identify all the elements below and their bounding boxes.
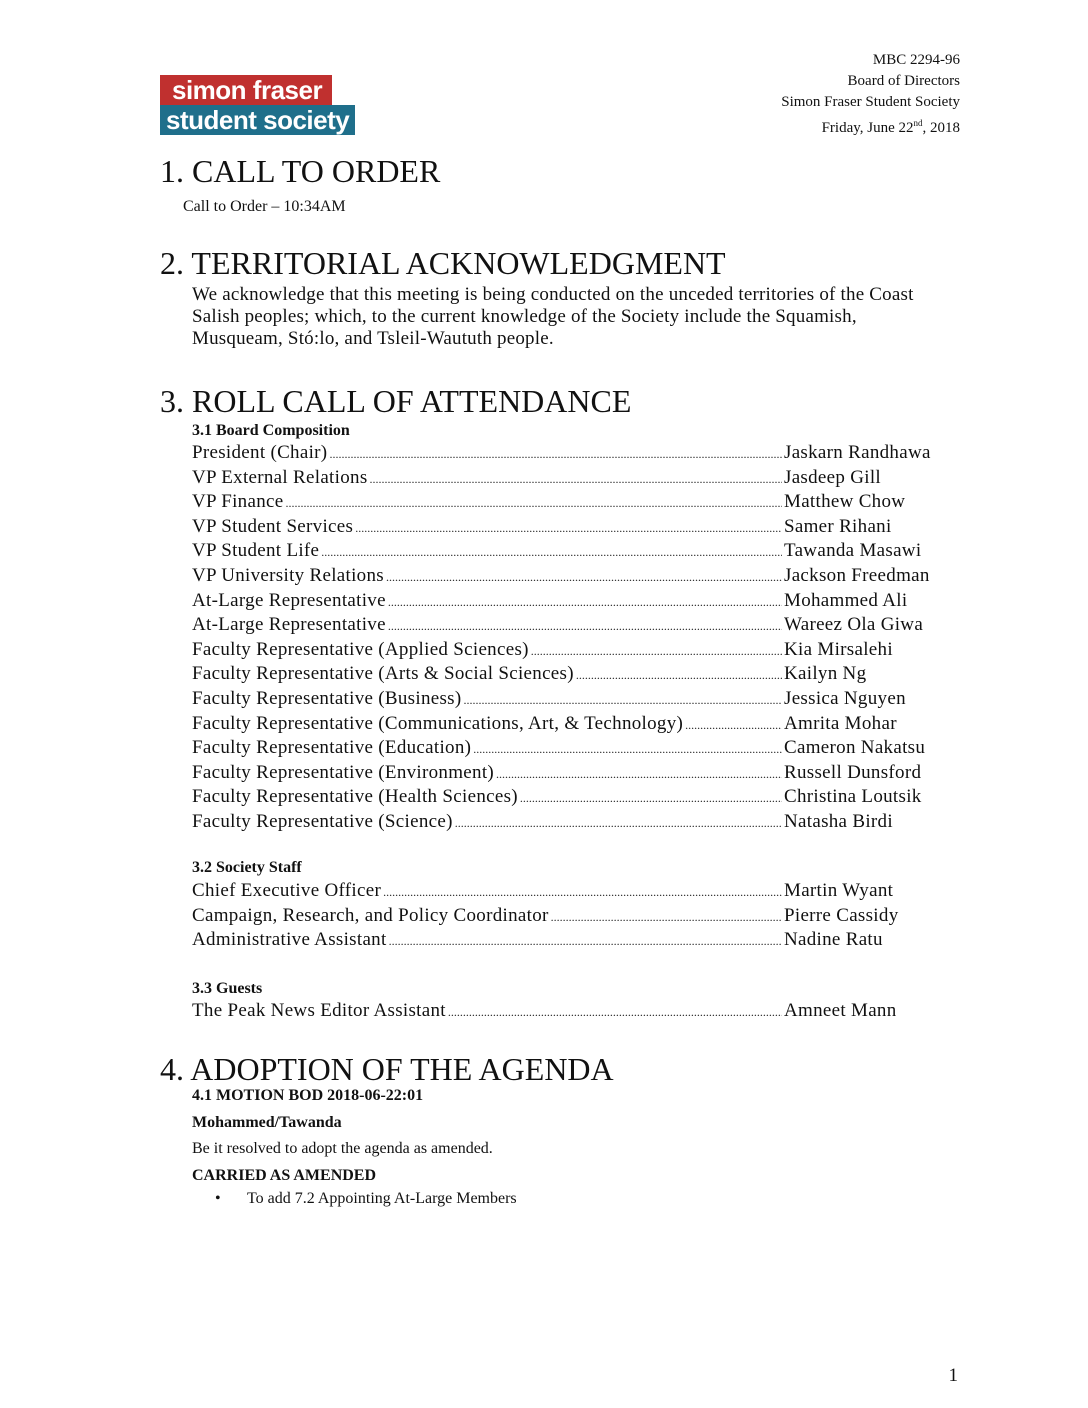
dot-leader (685, 718, 782, 733)
attendee-role: Faculty Representative (Education) (192, 737, 472, 759)
dot-leader (389, 934, 782, 949)
header-society: Simon Fraser Student Society (781, 94, 960, 110)
board-member-row (192, 713, 952, 738)
attendee-name: Jessica Nguyen (784, 687, 906, 709)
board-member-row (192, 688, 952, 713)
board-member-row (192, 811, 952, 836)
board-member-row (192, 442, 952, 467)
attendee-role: The Peak News Editor Assistant (192, 1000, 446, 1021)
header-date-main: Friday, June 22 (821, 120, 914, 136)
board-member-row (192, 516, 952, 541)
attendee-name: Cameron Nakatsu (784, 737, 926, 759)
attendee-role: At-Large Representative (192, 589, 386, 611)
dot-leader (388, 619, 782, 634)
attendee-role: President (Chair) (192, 442, 328, 463)
attendee-role: Faculty Representative (Communications, Art, & Technology) (192, 712, 684, 734)
logo-line-1: simon fraser (160, 75, 332, 105)
dot-leader (386, 570, 782, 585)
dot-leader (531, 644, 782, 659)
header-date-year: , 2018 (922, 120, 960, 136)
attendee-role: Chief Executive Officer (192, 880, 382, 901)
board-member-row (192, 614, 952, 639)
attendee-name: Amrita Mohar (784, 712, 897, 734)
section-4-title: 4. ADOPTION OF THE AGENDA (160, 1051, 614, 1087)
guest-roster (192, 1000, 952, 1025)
board-member-row (192, 762, 952, 787)
dot-leader (551, 910, 782, 925)
staff-roster (192, 880, 952, 954)
attendee-name: Nadine Ratu (784, 929, 883, 951)
attendee-name: Natasha Birdi (784, 810, 893, 832)
attendee-role: Faculty Representative (Environment) (192, 761, 495, 783)
attendee-role: Campaign, Research, and Policy Coordinator (192, 904, 549, 926)
dot-leader (455, 816, 782, 831)
attendee-role: Faculty Representative (Science) (192, 810, 453, 832)
dot-leader (383, 885, 782, 900)
attendee-name: Jaskarn Randhawa (784, 442, 931, 463)
society-logo (160, 75, 355, 135)
board-member-row (192, 737, 952, 762)
amendment-text: To add 7.2 Appointing At-Large Members (247, 1190, 517, 1207)
dot-leader (329, 447, 782, 462)
attendee-role: VP Finance (192, 491, 284, 513)
territorial-acknowledgment-text: We acknowledge that this meeting is being conducted on the unceded territories of the Coast Salish peoples; which, to the current knowledge of the Society include the Squamish, Musqueam, Stó:lo, and Tsleil-Waututh people. (192, 284, 914, 349)
dot-leader (448, 1005, 782, 1020)
attendee-name: Russell Dunsford (784, 761, 922, 783)
section-1-title: 1. CALL TO ORDER (160, 153, 441, 189)
attendee-name: Jasdeep Gill (784, 466, 881, 488)
dot-leader (576, 668, 782, 683)
attendee-name: Amneet Mann (784, 1000, 897, 1021)
guest-row (192, 1000, 952, 1025)
dot-leader (355, 521, 782, 536)
attendee-name: Kia Mirsalehi (784, 638, 893, 660)
attendee-name: Kailyn Ng (784, 663, 867, 685)
attendee-name: Mohammed Ali (784, 589, 908, 611)
bullet-icon: • (215, 1190, 221, 1207)
attendee-role: Faculty Representative (Applied Sciences) (192, 638, 529, 660)
board-composition-heading: 3.1 Board Composition (192, 422, 350, 439)
attendee-role: At-Large Representative (192, 614, 386, 636)
dot-leader (473, 742, 782, 757)
attendee-role: VP External Relations (192, 466, 368, 488)
attendee-role: Faculty Representative (Business) (192, 687, 462, 709)
board-member-row (192, 467, 952, 492)
dot-leader (520, 791, 782, 806)
header-date-sup: nd (913, 118, 923, 128)
attendee-role: Faculty Representative (Arts & Social Sciences) (192, 663, 574, 685)
page-number: 1 (948, 1365, 958, 1386)
attendee-name: Pierre Cassidy (784, 904, 899, 926)
society-staff-heading: 3.2 Society Staff (192, 859, 302, 876)
section-2-title: 2. TERRITORIAL ACKNOWLEDGMENT (160, 245, 726, 281)
attendee-name: Samer Rihani (784, 515, 892, 537)
board-member-row (192, 590, 952, 615)
dot-leader (496, 767, 782, 782)
document-header (781, 50, 960, 139)
board-member-row (192, 565, 952, 590)
header-doc-id: MBC 2294-96 (872, 52, 960, 68)
motion-result: CARRIED AS AMENDED (192, 1166, 377, 1184)
motion-id: 4.1 MOTION BOD 2018-06-22:01 (192, 1087, 424, 1104)
attendee-role: VP Student Services (192, 515, 354, 537)
attendee-name: Tawanda Masawi (784, 540, 922, 562)
header-date (781, 113, 960, 139)
call-to-order-time: Call to Order – 10:34AM (183, 198, 346, 215)
attendee-role: Administrative Assistant (192, 929, 387, 951)
board-member-row (192, 491, 952, 516)
attendee-name: Christina Loutsik (784, 786, 922, 808)
attendee-role: VP Student Life (192, 540, 320, 562)
motion-block (192, 1083, 493, 1189)
board-member-row (192, 540, 952, 565)
attendee-name: Jackson Freedman (784, 564, 930, 586)
motion-movers: Mohammed/Tawanda (192, 1113, 342, 1131)
logo-line-2: student society (160, 105, 355, 135)
section-3-title: 3. ROLL CALL OF ATTENDANCE (160, 383, 632, 419)
staff-member-row (192, 880, 952, 905)
dot-leader (285, 496, 782, 511)
board-roster (192, 442, 952, 836)
dot-leader (321, 545, 782, 560)
attendee-role: VP University Relations (192, 564, 384, 586)
dot-leader (370, 472, 782, 487)
header-board: Board of Directors (847, 73, 960, 89)
motion-text: Be it resolved to adopt the agenda as amended. (192, 1140, 493, 1157)
staff-member-row (192, 929, 952, 954)
board-member-row (192, 663, 952, 688)
attendee-role: Faculty Representative (Health Sciences) (192, 786, 518, 808)
board-member-row (192, 639, 952, 664)
staff-member-row (192, 905, 952, 930)
dot-leader (388, 595, 782, 610)
guests-heading: 3.3 Guests (192, 980, 263, 997)
attendee-name: Matthew Chow (784, 491, 906, 513)
board-member-row (192, 786, 952, 811)
dot-leader (464, 693, 782, 708)
attendee-name: Wareez Ola Giwa (784, 614, 924, 636)
amendment-item (215, 1190, 517, 1208)
attendee-name: Martin Wyant (784, 880, 894, 901)
